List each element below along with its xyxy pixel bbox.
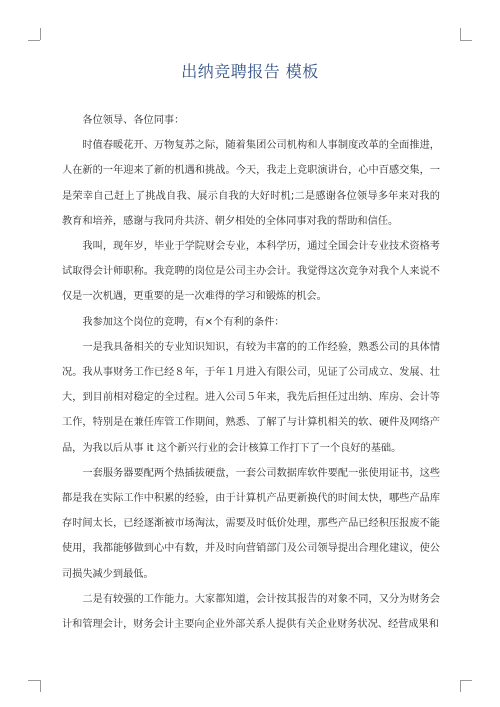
paragraph-2: 我叫，现年岁，毕业于学院财会专业，本科学历，通过全国会计专业技术资格考试取得会计师职称。我竞聘的岗位是公司主办会计。我觉得这次竞争对我个人来说不仅是一次机遇，更重要的是一次难得的学习和锻炼的机会。	[62, 241, 440, 303]
paragraph-3: 我参加这个岗位的竞聘，有×个有利的条件：	[82, 316, 285, 328]
crop-mark-bottom-left	[40, 680, 41, 692]
salutation: 各位领导、各位同事：	[82, 115, 185, 126]
document-body	[62, 108, 440, 637]
crop-mark-bottom-right	[460, 680, 472, 681]
crop-mark-bottom-left	[28, 680, 40, 681]
paragraph-5: 一套服务器要配两个热插拔硬盘，一套公司数据库软件要配一张使用证书，这些都是我在实际工作中积累的经验，由于计算机产品更新换代的时间太快，哪些产品库存时间太长，已经逐渐被市场淘汰，需要及时低价处理，那些产品已经积压报废不能使用，我都能够做到心中有数，并及时向营销部门及公司领导提出合理化建议，使公司损失减少到最低。	[62, 467, 440, 580]
crop-mark-top-left	[40, 28, 41, 40]
crop-mark-bottom-right	[460, 680, 461, 692]
paragraph-6: 二是有较强的工作能力。大家都知道，会计按其报告的对象不同，又分为财务会计和管理会计，财务会计主要向企业外部关系人提供有关企业财务状况、经营成果和	[62, 593, 440, 631]
crop-mark-top-left	[28, 40, 40, 41]
document-title: 出纳竞聘报告 模板	[181, 62, 319, 81]
crop-mark-top-right	[460, 40, 472, 41]
paragraph-1: 时值春暖花开、万物复苏之际，随着集团公司机构和人事制度改革的全面推进，人在新的一年迎来了新的机遇和挑战。今天，我走上竞职演讲台，心中百感交集，一是荣幸自己赶上了挑战自我、展示自我的大好时机;二是感谢各位领导多年来对我的教育和培养，感谢与我同舟共济、朝夕相处的全体同事对我的帮助和信任。	[62, 140, 440, 227]
paragraph-4: 一是我具备相关的专业知识知识，有较为丰富的的工作经验，熟悉公司的具体情况。我从事财务工作已经８年，于年１月进入有限公司，见证了公司成立、发展、壮大，到目前相对稳定的全过程。进入公司５年来，我先后担任过出纳、库房、会计等工作，特别是在兼任库管工作期间，熟悉、了解了与计算机相关的软、硬件及网络产品，为我以后从事 it 这个新兴行业的会计核算工作打下了一个良好的基础。	[62, 341, 440, 454]
crop-mark-top-right	[460, 28, 461, 40]
